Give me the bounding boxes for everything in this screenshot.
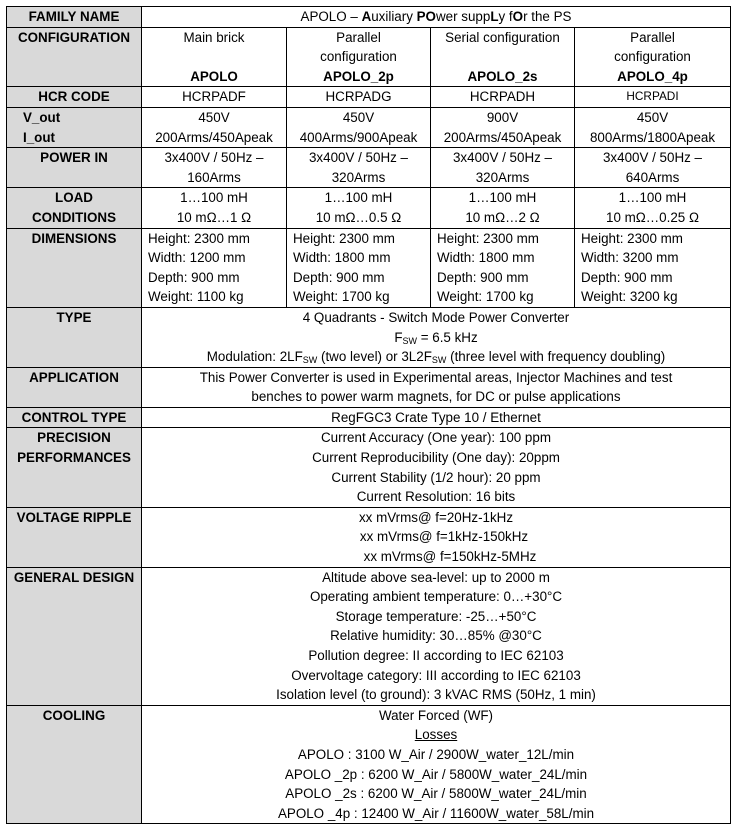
load-inductance: 1…100 mH — [468, 190, 537, 206]
load-cell — [575, 188, 731, 228]
cooling-type: Water Forced (WF) — [378, 707, 494, 723]
precision-item: Current Resolution: 16 bits — [356, 489, 516, 505]
hcr-value: HCRPADF — [142, 87, 287, 108]
general-item: Isolation level (to ground): 3 kVAC RMS (50Hz, 1 min) — [276, 687, 596, 703]
config-name: APOLO_2s — [467, 68, 538, 84]
configuration-label: CONFIGURATION — [7, 27, 142, 87]
iout-value: 800Arms/1800Apeak — [589, 129, 716, 145]
dim-width: Width: 1800 mm — [293, 250, 391, 266]
family-acronym-letter: O — [512, 9, 524, 24]
ripple-cell — [142, 507, 731, 567]
iout-value: 200Arms/450Apeak — [443, 129, 562, 145]
vout-label: V_out — [23, 109, 61, 125]
dimensions-cell — [575, 228, 731, 307]
dim-width: Width: 1200 mm — [148, 250, 246, 266]
load-resistance: 10 mΩ…2 Ω — [465, 209, 540, 225]
row-general — [7, 567, 731, 705]
dimensions-cell — [142, 228, 287, 307]
load-label — [7, 188, 142, 228]
precision-item: Current Stability (1/2 hour): 20 ppm — [331, 469, 541, 485]
power-label: POWER IN — [7, 148, 142, 188]
precision-label — [7, 428, 142, 507]
general-item: Pollution degree: II according to IEC 62103 — [308, 648, 564, 663]
row-dimensions — [7, 228, 731, 307]
dimensions-cell — [287, 228, 431, 307]
dimensions-cell — [431, 228, 575, 307]
general-item: Operating ambient temperature: 0…+30°C — [309, 589, 563, 605]
config-desc: Serial configuration — [445, 29, 560, 45]
config-desc: Main brick — [183, 29, 245, 45]
fsw-subscript: SW — [402, 335, 417, 346]
switching-frequency — [144, 328, 728, 348]
losses-heading: Losses — [414, 727, 458, 743]
family-acronym-letter: A — [361, 9, 372, 24]
general-cell — [142, 567, 731, 705]
load-label-line: CONDITIONS — [31, 209, 117, 225]
modulation-text: (two level) or 3L2F — [317, 349, 432, 365]
row-control — [7, 407, 731, 428]
row-family — [7, 7, 731, 28]
precision-item: Current Accuracy (One year): 100 ppm — [321, 430, 551, 446]
output-cell — [287, 107, 431, 147]
vout-value: 450V — [636, 109, 669, 125]
dim-height: Height: 2300 mm — [293, 230, 395, 246]
modulation-text: (three level with frequency doubling) — [446, 349, 666, 365]
fsw-symbol: F — [394, 329, 403, 345]
iout-value: 400Arms/900Apeak — [299, 129, 418, 145]
row-output — [7, 107, 731, 147]
dim-depth: Depth: 900 mm — [148, 269, 240, 285]
losses-item: APOLO _4p : 12400 W_Air / 11600W_water_58L/min — [277, 805, 595, 821]
power-cell — [142, 148, 287, 188]
general-label: GENERAL DESIGN — [7, 567, 142, 705]
modulation — [144, 347, 728, 367]
general-item: Relative humidity: 30…85% @30°C — [330, 628, 542, 644]
load-resistance: 10 mΩ…1 Ω — [176, 209, 252, 225]
row-load — [7, 188, 731, 228]
power-cell — [431, 148, 575, 188]
row-type — [7, 307, 731, 367]
ripple-item: xx mVrms@ f=150kHz-5MHz — [363, 549, 537, 565]
dim-weight: Weight: 1700 kg — [437, 289, 534, 305]
fsw-value: = 6.5 kHz — [417, 329, 478, 345]
row-precision — [7, 428, 731, 507]
dim-weight: Weight: 1100 kg — [148, 289, 244, 305]
losses-item: APOLO _2s : 6200 W_Air / 5800W_water_24L/min — [285, 786, 587, 802]
config-cell-apolo — [142, 27, 287, 87]
application-label: APPLICATION — [7, 367, 142, 407]
row-power — [7, 148, 731, 188]
hcr-value: HCRPADG — [287, 87, 431, 108]
type-label: TYPE — [7, 307, 142, 367]
row-ripple — [7, 507, 731, 567]
cooling-label: COOLING — [7, 705, 142, 824]
hcr-value: HCRPADH — [431, 87, 575, 108]
precision-item: Current Reproducibility (One day): 20ppm — [312, 450, 560, 466]
load-label-line: LOAD — [55, 190, 93, 206]
output-cell — [431, 107, 575, 147]
config-desc: configuration — [320, 49, 397, 65]
dim-weight: Weight: 1700 kg — [293, 289, 390, 305]
family-acronym-letter: PO — [416, 9, 436, 24]
config-desc — [144, 47, 284, 67]
application-cell — [142, 367, 731, 407]
load-inductance: 1…100 mH — [180, 190, 248, 206]
power-cell — [575, 148, 731, 188]
power-voltage: 3x400V / 50Hz – — [602, 150, 702, 166]
family-word: r the PS — [523, 9, 572, 24]
vout-value: 900V — [486, 109, 519, 125]
cooling-cell — [142, 705, 731, 824]
family-word: wer supp — [435, 9, 491, 24]
row-configuration — [7, 27, 731, 87]
family-prefix: APOLO – — [300, 9, 362, 24]
hcr-value: HCRPADI — [575, 87, 731, 108]
config-name: APOLO — [190, 68, 238, 84]
dim-height: Height: 2300 mm — [148, 230, 250, 246]
config-desc: Parallel — [336, 29, 381, 45]
dim-height: Height: 2300 mm — [581, 230, 683, 246]
losses-item: APOLO _2p : 6200 W_Air / 5800W_water_24L/min — [284, 766, 588, 782]
output-label — [7, 107, 142, 147]
dimensions-label: DIMENSIONS — [7, 228, 142, 307]
application-text: This Power Converter is used in Experimental areas, Injector Machines and test — [199, 369, 673, 385]
ripple-item: xx mVrms@ f=20Hz-1kHz — [358, 509, 514, 525]
iout-value: 200Arms/450Apeak — [155, 129, 273, 145]
load-cell — [142, 188, 287, 228]
load-resistance: 10 mΩ…0.25 Ω — [606, 209, 699, 225]
power-cell — [287, 148, 431, 188]
precision-cell — [142, 428, 731, 507]
row-application — [7, 367, 731, 407]
config-desc: configuration — [614, 49, 691, 65]
load-resistance: 10 mΩ…0.5 Ω — [315, 209, 402, 225]
fsw-subscript: SW — [302, 355, 318, 366]
config-name: APOLO_4p — [617, 68, 688, 84]
iout-label: I_out — [23, 129, 55, 145]
output-cell — [575, 107, 731, 147]
load-inductance: 1…100 mH — [324, 190, 393, 206]
row-cooling — [7, 705, 731, 824]
modulation-text: Modulation: 2LF — [206, 349, 303, 365]
precision-label-line: PRECISION — [37, 430, 111, 446]
dim-weight: Weight: 3200 kg — [581, 289, 678, 305]
load-inductance: 1…100 mH — [618, 190, 687, 206]
config-cell-apolo-4p — [575, 27, 731, 87]
dim-depth: Depth: 900 mm — [581, 269, 673, 285]
family-word: uxiliary — [371, 9, 417, 24]
dim-width: Width: 1800 mm — [437, 250, 535, 266]
family-acronym-letter: L — [490, 9, 499, 24]
dim-width: Width: 3200 mm — [581, 250, 679, 266]
control-label: CONTROL TYPE — [7, 407, 142, 428]
dim-depth: Depth: 900 mm — [293, 269, 385, 285]
type-cell — [142, 307, 731, 367]
losses-item: APOLO : 3100 W_Air / 2900W_water_12L/min — [297, 746, 575, 762]
spec-table — [6, 6, 731, 824]
config-cell-apolo-2s — [431, 27, 575, 87]
power-voltage: 3x400V / 50Hz – — [452, 150, 552, 166]
load-cell — [287, 188, 431, 228]
ripple-label: VOLTAGE RIPPLE — [7, 507, 142, 567]
general-item: Overvoltage category: III according to IEC 62103 — [291, 667, 581, 683]
fsw-subscript: SW — [431, 355, 447, 366]
row-hcr — [7, 87, 731, 108]
config-name: APOLO_2p — [323, 68, 394, 84]
config-desc — [433, 47, 572, 67]
dim-height: Height: 2300 mm — [437, 230, 539, 246]
vout-value: 450V — [342, 109, 375, 125]
power-voltage: 3x400V / 50Hz – — [164, 150, 264, 166]
load-cell — [431, 188, 575, 228]
control-value: RegFGC3 Crate Type 10 / Ethernet — [142, 407, 731, 428]
power-current: 320Arms — [331, 169, 386, 185]
family-value — [142, 7, 731, 28]
power-current: 640Arms — [625, 169, 680, 185]
config-desc: Parallel — [630, 29, 675, 45]
ripple-item: xx mVrms@ f=1kHz-150kHz — [359, 529, 529, 545]
family-word: y f — [498, 9, 513, 24]
precision-label-line: PERFORMANCES — [17, 450, 131, 466]
family-label: FAMILY NAME — [7, 7, 142, 28]
vout-value: 450V — [198, 109, 230, 125]
config-cell-apolo-2p — [287, 27, 431, 87]
output-cell — [142, 107, 287, 147]
hcr-label: HCR CODE — [7, 87, 142, 108]
application-text: benches to power warm magnets, for DC or pulse applications — [251, 389, 621, 405]
dim-depth: Depth: 900 mm — [437, 269, 529, 285]
power-current: 160Arms — [187, 169, 241, 185]
power-current: 320Arms — [475, 169, 530, 185]
general-item: Altitude above sea-level: up to 2000 m — [322, 569, 550, 585]
general-item: Storage temperature: -25…+50°C — [335, 608, 537, 624]
type-description: 4 Quadrants - Switch Mode Power Converter — [302, 309, 570, 325]
power-voltage: 3x400V / 50Hz – — [308, 150, 408, 166]
